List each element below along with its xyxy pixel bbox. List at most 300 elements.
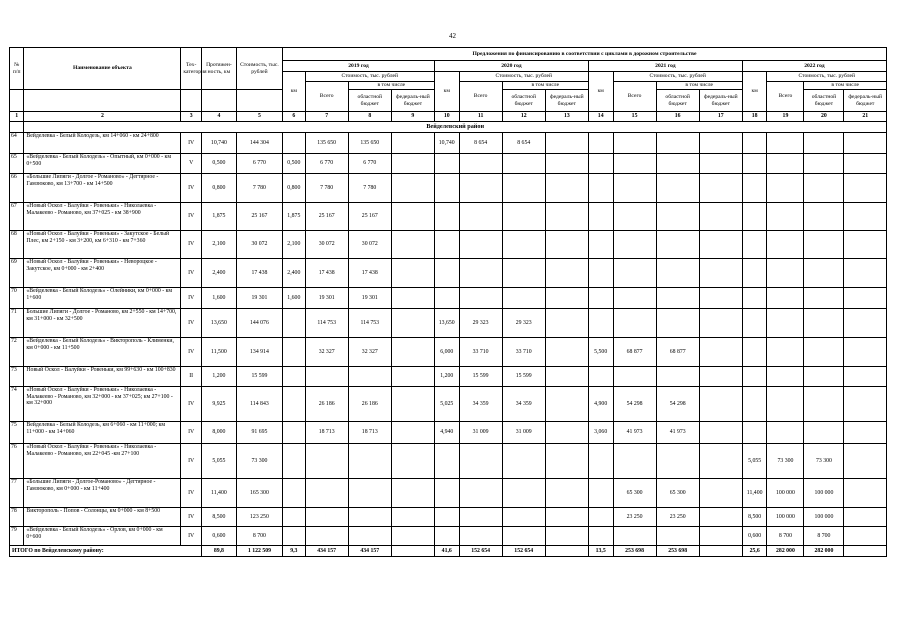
table-row bbox=[10, 422, 887, 444]
column-index-cell: 2 bbox=[24, 112, 181, 122]
object-name: «Вейделевка - Белый Колодезь» - Викторополь - Клименки, км 0+000 - км 11+500 bbox=[24, 338, 181, 367]
year-cell: 26 186 bbox=[348, 387, 391, 422]
total-header: Всего bbox=[459, 82, 502, 112]
federal-header: федераль-ный бюджет bbox=[545, 90, 588, 112]
length-km: 11,400 bbox=[201, 479, 236, 508]
total-header: Всего bbox=[767, 82, 804, 112]
blank-header bbox=[236, 90, 282, 112]
cost-value: 8 700 bbox=[236, 527, 282, 546]
year-cell bbox=[656, 133, 699, 154]
column-index-cell: 6 bbox=[283, 112, 306, 122]
year-cell: 32 327 bbox=[348, 338, 391, 367]
year-cell bbox=[434, 527, 459, 546]
total-year-cell bbox=[844, 546, 887, 557]
year-cell: 25 167 bbox=[305, 203, 348, 231]
year-cell: 5,500 bbox=[588, 338, 613, 367]
year-cell bbox=[844, 479, 887, 508]
table-row bbox=[10, 508, 887, 527]
total-year-cell: 282 000 bbox=[767, 546, 804, 557]
year-cell bbox=[742, 154, 767, 174]
table-body bbox=[10, 122, 887, 557]
year-cell bbox=[305, 508, 348, 527]
year-cell: 3,060 bbox=[588, 422, 613, 444]
year-cell bbox=[613, 231, 656, 259]
object-name: Викторополь - Попов - Солонцы, км 0+000 - км 8+500 bbox=[24, 508, 181, 527]
year-cell bbox=[804, 203, 844, 231]
year-cell: 17 438 bbox=[348, 259, 391, 288]
tech-category: IV bbox=[181, 309, 202, 338]
total-year-cell: 9,3 bbox=[283, 546, 306, 557]
year-cell bbox=[844, 367, 887, 387]
year-cell bbox=[305, 444, 348, 479]
year-cell: 10,740 bbox=[434, 133, 459, 154]
year-cell bbox=[391, 387, 434, 422]
year-cell: 6 770 bbox=[305, 154, 348, 174]
column-index-row bbox=[10, 112, 887, 122]
including-header: в том числе bbox=[656, 82, 742, 90]
header-cost: Стоимость, тыс. рублей bbox=[236, 48, 282, 90]
tech-category: IV bbox=[181, 133, 202, 154]
year-header: 2019 год bbox=[283, 61, 435, 72]
length-km: 13,650 bbox=[201, 309, 236, 338]
year-cell bbox=[545, 174, 588, 203]
year-cell: 68 877 bbox=[656, 338, 699, 367]
year-cell: 33 710 bbox=[502, 338, 545, 367]
federal-header: федераль-ный бюджет bbox=[391, 90, 434, 112]
year-cell bbox=[545, 203, 588, 231]
year-cell bbox=[656, 154, 699, 174]
blank-header bbox=[201, 90, 236, 112]
column-index-cell: 5 bbox=[236, 112, 282, 122]
year-cell: 0,600 bbox=[742, 527, 767, 546]
year-cell: 15 599 bbox=[502, 367, 545, 387]
year-cell bbox=[459, 231, 502, 259]
table-row bbox=[10, 259, 887, 288]
year-cell bbox=[767, 259, 804, 288]
year-cell bbox=[613, 288, 656, 309]
cost-value: 123 250 bbox=[236, 508, 282, 527]
year-cell bbox=[283, 367, 306, 387]
column-index-cell: 19 bbox=[767, 112, 804, 122]
year-cell: 5,025 bbox=[434, 387, 459, 422]
year-cell bbox=[804, 259, 844, 288]
total-year-cell: 13,5 bbox=[588, 546, 613, 557]
length-km: 0,600 bbox=[201, 527, 236, 546]
year-cell bbox=[804, 338, 844, 367]
header-proposals: Предложения по финансированию в соответствии с циклами в дорожном строительстве bbox=[283, 48, 887, 61]
year-cell bbox=[742, 288, 767, 309]
total-year-cell: 152 654 bbox=[459, 546, 502, 557]
object-name: «Вейделевка - Белый Колодезь» - Олейники, км 0+000 - км 1+600 bbox=[24, 288, 181, 309]
table-row bbox=[10, 479, 887, 508]
year-cell: 8 700 bbox=[804, 527, 844, 546]
year-cell bbox=[844, 203, 887, 231]
length-km: 5,055 bbox=[201, 444, 236, 479]
cost-subheader: Стоимость, тыс. рублей bbox=[613, 72, 742, 82]
year-cell bbox=[588, 508, 613, 527]
object-name: Большие Липяги - Долгое - Романово, км 2+550 - км 14+700, км 31+000 - км 32+500 bbox=[24, 309, 181, 338]
total-header: Всего bbox=[305, 82, 348, 112]
year-cell bbox=[844, 508, 887, 527]
year-cell bbox=[699, 479, 742, 508]
year-cell bbox=[502, 154, 545, 174]
header-name: Наименование объекта bbox=[24, 48, 181, 90]
year-cell: 11,400 bbox=[742, 479, 767, 508]
year-cell bbox=[391, 444, 434, 479]
year-cell bbox=[742, 259, 767, 288]
year-cell: 2,100 bbox=[283, 231, 306, 259]
year-cell bbox=[283, 387, 306, 422]
year-cell bbox=[502, 259, 545, 288]
year-cell bbox=[699, 288, 742, 309]
financing-table bbox=[9, 47, 887, 557]
year-cell: 31 009 bbox=[459, 422, 502, 444]
table-row bbox=[10, 174, 887, 203]
row-number: 76 bbox=[10, 444, 24, 479]
year-cell bbox=[283, 309, 306, 338]
year-cell bbox=[434, 174, 459, 203]
tech-category: IV bbox=[181, 387, 202, 422]
year-cell bbox=[545, 444, 588, 479]
year-cell bbox=[434, 231, 459, 259]
year-cell bbox=[742, 309, 767, 338]
tech-category: IV bbox=[181, 508, 202, 527]
column-index-cell: 21 bbox=[844, 112, 887, 122]
year-cell: 73 300 bbox=[767, 444, 804, 479]
column-index-cell: 3 bbox=[181, 112, 202, 122]
year-cell bbox=[391, 231, 434, 259]
column-index-cell: 15 bbox=[613, 112, 656, 122]
cost-value: 6 770 bbox=[236, 154, 282, 174]
year-cell bbox=[767, 309, 804, 338]
year-cell bbox=[844, 527, 887, 546]
total-label: ИТОГО по Вейделевскому району: bbox=[10, 546, 202, 557]
total-year-cell: 282 000 bbox=[804, 546, 844, 557]
total-cost: 1 122 509 bbox=[236, 546, 282, 557]
year-cell bbox=[699, 259, 742, 288]
year-cell: 18 713 bbox=[348, 422, 391, 444]
row-number: 64 bbox=[10, 133, 24, 154]
year-cell bbox=[767, 203, 804, 231]
year-cell bbox=[391, 367, 434, 387]
row-number: 68 bbox=[10, 231, 24, 259]
year-cell bbox=[656, 288, 699, 309]
cost-value: 144 304 bbox=[236, 133, 282, 154]
year-cell bbox=[699, 133, 742, 154]
year-cell: 41 973 bbox=[613, 422, 656, 444]
year-cell bbox=[545, 367, 588, 387]
column-index-cell: 13 bbox=[545, 112, 588, 122]
column-index-cell: 7 bbox=[305, 112, 348, 122]
year-cell bbox=[391, 154, 434, 174]
year-cell bbox=[283, 527, 306, 546]
year-cell bbox=[348, 527, 391, 546]
length-km: 0,500 bbox=[201, 154, 236, 174]
year-cell bbox=[742, 338, 767, 367]
length-km: 0,800 bbox=[201, 174, 236, 203]
year-header: 2022 год bbox=[742, 61, 886, 72]
cost-value: 73 300 bbox=[236, 444, 282, 479]
table-row bbox=[10, 133, 887, 154]
year-cell bbox=[459, 527, 502, 546]
year-cell: 135 650 bbox=[348, 133, 391, 154]
year-cell bbox=[348, 508, 391, 527]
blank-header bbox=[10, 90, 24, 112]
table-header bbox=[10, 48, 887, 122]
total-year-cell: 434 157 bbox=[305, 546, 348, 557]
year-cell bbox=[656, 444, 699, 479]
header-no: № п/п bbox=[10, 48, 24, 90]
year-cell bbox=[391, 133, 434, 154]
year-cell bbox=[545, 479, 588, 508]
object-name: Вейделевка - Белый Колодезь, км 14+060 - км 24+800 bbox=[24, 133, 181, 154]
object-name: «Вейделевка - Белый Колодезь» - Орлов, км 0+000 - км 0+600 bbox=[24, 527, 181, 546]
cost-value: 91 695 bbox=[236, 422, 282, 444]
year-cell bbox=[545, 508, 588, 527]
year-cell bbox=[844, 154, 887, 174]
year-cell bbox=[804, 367, 844, 387]
length-km: 11,500 bbox=[201, 338, 236, 367]
year-cell bbox=[804, 309, 844, 338]
year-cell bbox=[742, 422, 767, 444]
cost-value: 17 438 bbox=[236, 259, 282, 288]
year-cell bbox=[434, 444, 459, 479]
year-cell bbox=[699, 309, 742, 338]
year-cell: 6,000 bbox=[434, 338, 459, 367]
year-cell bbox=[767, 367, 804, 387]
length-km: 1,200 bbox=[201, 367, 236, 387]
regional-header: областной бюджет bbox=[348, 90, 391, 112]
year-cell: 15 599 bbox=[459, 367, 502, 387]
year-cell bbox=[391, 527, 434, 546]
year-cell: 17 438 bbox=[305, 259, 348, 288]
year-cell: 114 753 bbox=[305, 309, 348, 338]
km-header: км bbox=[742, 72, 767, 112]
year-cell bbox=[613, 133, 656, 154]
year-cell: 19 301 bbox=[305, 288, 348, 309]
year-cell bbox=[767, 231, 804, 259]
year-cell bbox=[656, 203, 699, 231]
cost-subheader: Стоимость, тыс. рублей bbox=[305, 72, 434, 82]
table-row bbox=[10, 309, 887, 338]
length-km: 8,000 bbox=[201, 422, 236, 444]
year-cell: 135 650 bbox=[305, 133, 348, 154]
column-index-cell: 10 bbox=[434, 112, 459, 122]
year-cell: 54 298 bbox=[613, 387, 656, 422]
federal-header: федераль-ный бюджет bbox=[844, 90, 887, 112]
year-cell: 68 877 bbox=[613, 338, 656, 367]
district-spacer bbox=[10, 122, 24, 133]
year-cell: 1,600 bbox=[283, 288, 306, 309]
year-cell bbox=[844, 387, 887, 422]
column-index-cell: 17 bbox=[699, 112, 742, 122]
table-row bbox=[10, 387, 887, 422]
district-title: Вейделевский район bbox=[24, 122, 887, 133]
year-cell bbox=[391, 479, 434, 508]
year-cell: 13,650 bbox=[434, 309, 459, 338]
cost-value: 15 599 bbox=[236, 367, 282, 387]
year-cell: 1,200 bbox=[434, 367, 459, 387]
year-cell bbox=[613, 367, 656, 387]
year-cell: 0,500 bbox=[283, 154, 306, 174]
year-cell bbox=[588, 259, 613, 288]
year-cell bbox=[545, 231, 588, 259]
year-cell bbox=[391, 259, 434, 288]
year-cell: 100 000 bbox=[767, 508, 804, 527]
year-cell: 0,800 bbox=[283, 174, 306, 203]
year-cell bbox=[283, 508, 306, 527]
year-cell: 6 770 bbox=[348, 154, 391, 174]
cost-subheader: Стоимость, тыс. рублей bbox=[767, 72, 887, 82]
year-cell: 34 359 bbox=[502, 387, 545, 422]
table-row bbox=[10, 527, 887, 546]
tech-category: IV bbox=[181, 422, 202, 444]
cost-subheader: Стоимость, тыс. рублей bbox=[459, 72, 588, 82]
year-cell bbox=[459, 444, 502, 479]
row-number: 65 bbox=[10, 154, 24, 174]
year-cell bbox=[767, 387, 804, 422]
year-cell bbox=[742, 174, 767, 203]
year-cell: 30 072 bbox=[348, 231, 391, 259]
object-name: Новый Оскол - Валуйки - Ровеньки, км 99+630 - км 100+830 bbox=[24, 367, 181, 387]
year-cell: 31 009 bbox=[502, 422, 545, 444]
year-cell: 100 000 bbox=[804, 508, 844, 527]
year-cell: 4,940 bbox=[434, 422, 459, 444]
regional-header: областной бюджет bbox=[804, 90, 844, 112]
tech-category: V bbox=[181, 154, 202, 174]
year-cell bbox=[283, 422, 306, 444]
km-header: км bbox=[588, 72, 613, 112]
tech-category: IV bbox=[181, 174, 202, 203]
year-cell: 2,400 bbox=[283, 259, 306, 288]
year-header: 2020 год bbox=[434, 61, 588, 72]
header-category: Тех-категория bbox=[181, 48, 202, 90]
row-number: 77 bbox=[10, 479, 24, 508]
year-cell bbox=[305, 367, 348, 387]
year-cell bbox=[283, 444, 306, 479]
object-name: «Новый Оскол - Валуйки - Ровеньки» - Невороцкое - Закутское, км 0+000 - км 2+400 bbox=[24, 259, 181, 288]
cost-value: 7 780 bbox=[236, 174, 282, 203]
year-cell: 33 710 bbox=[459, 338, 502, 367]
year-cell bbox=[699, 338, 742, 367]
year-cell bbox=[588, 288, 613, 309]
table-row bbox=[10, 288, 887, 309]
cost-value: 134 914 bbox=[236, 338, 282, 367]
object-name: Вейделевка - Белый Колодезь, км 6+060 - км 11+000; км 11+000 - км 14+060 bbox=[24, 422, 181, 444]
row-number: 74 bbox=[10, 387, 24, 422]
year-cell bbox=[804, 422, 844, 444]
year-cell bbox=[588, 479, 613, 508]
year-cell bbox=[391, 309, 434, 338]
including-header: в том числе bbox=[502, 82, 588, 90]
page-number: 42 bbox=[449, 32, 456, 40]
blank-header bbox=[24, 90, 181, 112]
year-cell bbox=[699, 387, 742, 422]
year-cell: 29 323 bbox=[459, 309, 502, 338]
year-cell bbox=[804, 387, 844, 422]
row-number: 72 bbox=[10, 338, 24, 367]
object-name: «Новый Оскол - Валуйки - Ровеньки» - Николаевка - Малакеево - Романово, км 32+000 - км 37+025; км 27+100 - км 32+000 bbox=[24, 387, 181, 422]
header-length: Протяжен-ность, км bbox=[201, 48, 236, 90]
year-cell bbox=[283, 133, 306, 154]
year-cell bbox=[434, 288, 459, 309]
year-cell: 1,875 bbox=[283, 203, 306, 231]
row-number: 71 bbox=[10, 309, 24, 338]
total-year-cell: 253 698 bbox=[613, 546, 656, 557]
year-cell bbox=[545, 259, 588, 288]
tech-category: IV bbox=[181, 259, 202, 288]
year-cell: 23 250 bbox=[613, 508, 656, 527]
year-cell bbox=[613, 203, 656, 231]
cost-value: 19 301 bbox=[236, 288, 282, 309]
year-cell bbox=[588, 444, 613, 479]
table-row bbox=[10, 154, 887, 174]
year-cell: 41 973 bbox=[656, 422, 699, 444]
row-number: 73 bbox=[10, 367, 24, 387]
column-index-cell: 11 bbox=[459, 112, 502, 122]
cost-value: 114 843 bbox=[236, 387, 282, 422]
year-cell bbox=[844, 444, 887, 479]
table-row bbox=[10, 231, 887, 259]
year-cell bbox=[283, 338, 306, 367]
row-number: 69 bbox=[10, 259, 24, 288]
column-index-cell: 18 bbox=[742, 112, 767, 122]
tech-category: IV bbox=[181, 444, 202, 479]
regional-header: областной бюджет bbox=[502, 90, 545, 112]
length-km: 2,100 bbox=[201, 231, 236, 259]
year-cell bbox=[391, 422, 434, 444]
column-index-cell: 12 bbox=[502, 112, 545, 122]
year-cell bbox=[699, 174, 742, 203]
year-cell bbox=[613, 309, 656, 338]
length-km: 1,600 bbox=[201, 288, 236, 309]
column-index-cell: 9 bbox=[391, 112, 434, 122]
total-year-cell bbox=[391, 546, 434, 557]
year-cell bbox=[767, 338, 804, 367]
year-cell bbox=[767, 174, 804, 203]
year-cell bbox=[613, 527, 656, 546]
year-cell: 8 654 bbox=[502, 133, 545, 154]
column-index-cell: 4 bbox=[201, 112, 236, 122]
total-length: 89,8 bbox=[201, 546, 236, 557]
row-number: 70 bbox=[10, 288, 24, 309]
year-cell bbox=[588, 174, 613, 203]
year-cell bbox=[545, 133, 588, 154]
year-header: 2021 год bbox=[588, 61, 742, 72]
cost-value: 165 300 bbox=[236, 479, 282, 508]
year-cell bbox=[699, 367, 742, 387]
year-cell bbox=[656, 309, 699, 338]
year-cell bbox=[699, 422, 742, 444]
year-cell bbox=[656, 527, 699, 546]
year-cell bbox=[844, 259, 887, 288]
year-cell: 114 753 bbox=[348, 309, 391, 338]
year-cell bbox=[391, 288, 434, 309]
year-cell: 54 298 bbox=[656, 387, 699, 422]
year-cell bbox=[613, 444, 656, 479]
year-cell bbox=[844, 174, 887, 203]
year-cell bbox=[613, 174, 656, 203]
tech-category: IV bbox=[181, 288, 202, 309]
year-cell: 8 700 bbox=[767, 527, 804, 546]
year-cell bbox=[699, 231, 742, 259]
column-index-cell: 20 bbox=[804, 112, 844, 122]
year-cell bbox=[545, 387, 588, 422]
year-cell: 32 327 bbox=[305, 338, 348, 367]
year-cell bbox=[434, 259, 459, 288]
object-name: «Новый Оскол - Валуйки - Ровеньки» - Закутское - Белый Плес, км 2+150 - км 3+200, км 6+310 - км 7+360 bbox=[24, 231, 181, 259]
table-row bbox=[10, 338, 887, 367]
